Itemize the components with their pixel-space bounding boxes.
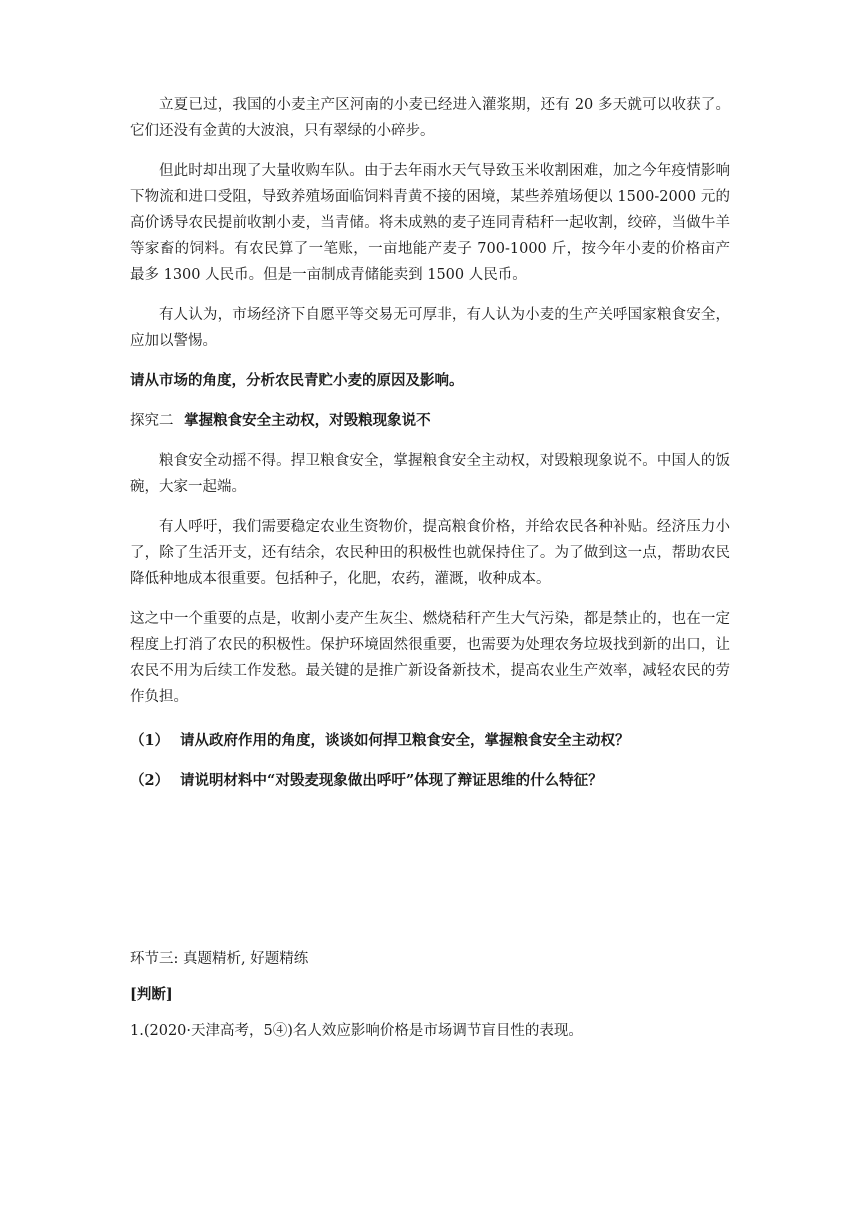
paragraph-wheat-season: 立夏已过，我国的小麦主产区河南的小麦已经进入灌浆期，还有 20 多天就可以收获了。它们还没有金黄的大波浪，只有翠绿的小碎步。	[130, 97, 730, 139]
section-prefix: 探究二	[130, 413, 174, 429]
paragraph-buying-teams: 但此时却出现了大量收购车队。由于去年雨水天气导致玉米收割困难，加之今年疫情影响下物流和进口受阻，导致养殖场面临饲料青黄不接的困境，某些养殖场便以 1500-2000 元的高价诱导农民提前收割小麦，当青储。将未成熟的麦子连同青秸秆一起收割，绞碎，当做牛羊等家畜的饲料。有农民算了一笔账，一亩地能产麦子 700-1000 斤，按今年小麦的价格亩产最多 1300 人民币。但是一亩制成青储能卖到 1500 人民币。	[130, 163, 730, 283]
section-3-title: 环节三: 真题精析, 好题精练	[130, 951, 309, 967]
section-title: 掌握粮食安全主动权，对毁粮现象说不	[184, 412, 431, 429]
question-text: 请从政府作用的角度，谈谈如何捍卫粮食安全，掌握粮食安全主动权？	[180, 732, 630, 749]
question-number: （1）	[130, 732, 170, 749]
paragraph-food-security: 粮食安全动摇不得。捍卫粮食安全，掌握粮食安全主动权，对毁粮现象说不。中国人的饭碗，大家一起端。	[130, 453, 730, 495]
paragraph-opinions: 有人认为，市场经济下自愿平等交易无可厚非，有人认为小麦的生产关呼国家粮食安全，应加以警惕。	[130, 307, 730, 349]
question-number: （2）	[130, 772, 170, 789]
judge-item-1: 1.(2020·天津高考，5④)名人效应影响价格是市场调节盲目性的表现。	[130, 1023, 583, 1039]
paragraph-environment: 这之中一个重要的点是，收割小麦产生灰尘、燃烧秸秆产生大气污染，都是禁止的，也在一定程度上打消了农民的积极性。保护环境固然很重要，也需要为处理农务垃圾找到新的出口，让农民不用为后续工作发愁。最关键的是推广新设备新技术，提高农业生产效率，减轻农民的劳作负担。	[130, 611, 730, 705]
question-item	[130, 768, 730, 794]
question-market-angle: 请从市场的角度，分析农民青贮小麦的原因及影响。	[130, 372, 464, 389]
paragraph-call-for-support: 有人呼吁，我们需要稳定农业生资物价，提高粮食价格，并给农民各种补贴。经济压力小了，除了生活开支，还有结余，农民种田的积极性也就保持住了。为了做到这一点，帮助农民降低种地成本很重要。包括种子，化肥，农药，灌溉，收种成本。	[130, 519, 730, 587]
judge-label: [判断]	[130, 986, 173, 1003]
question-item	[130, 728, 730, 754]
section-3	[130, 946, 730, 1044]
document-page	[130, 92, 730, 794]
question-text: 请说明材料中“对毁麦现象做出呼吁”体现了辩证思维的什么特征？	[180, 772, 603, 789]
section-heading-2	[130, 408, 730, 434]
